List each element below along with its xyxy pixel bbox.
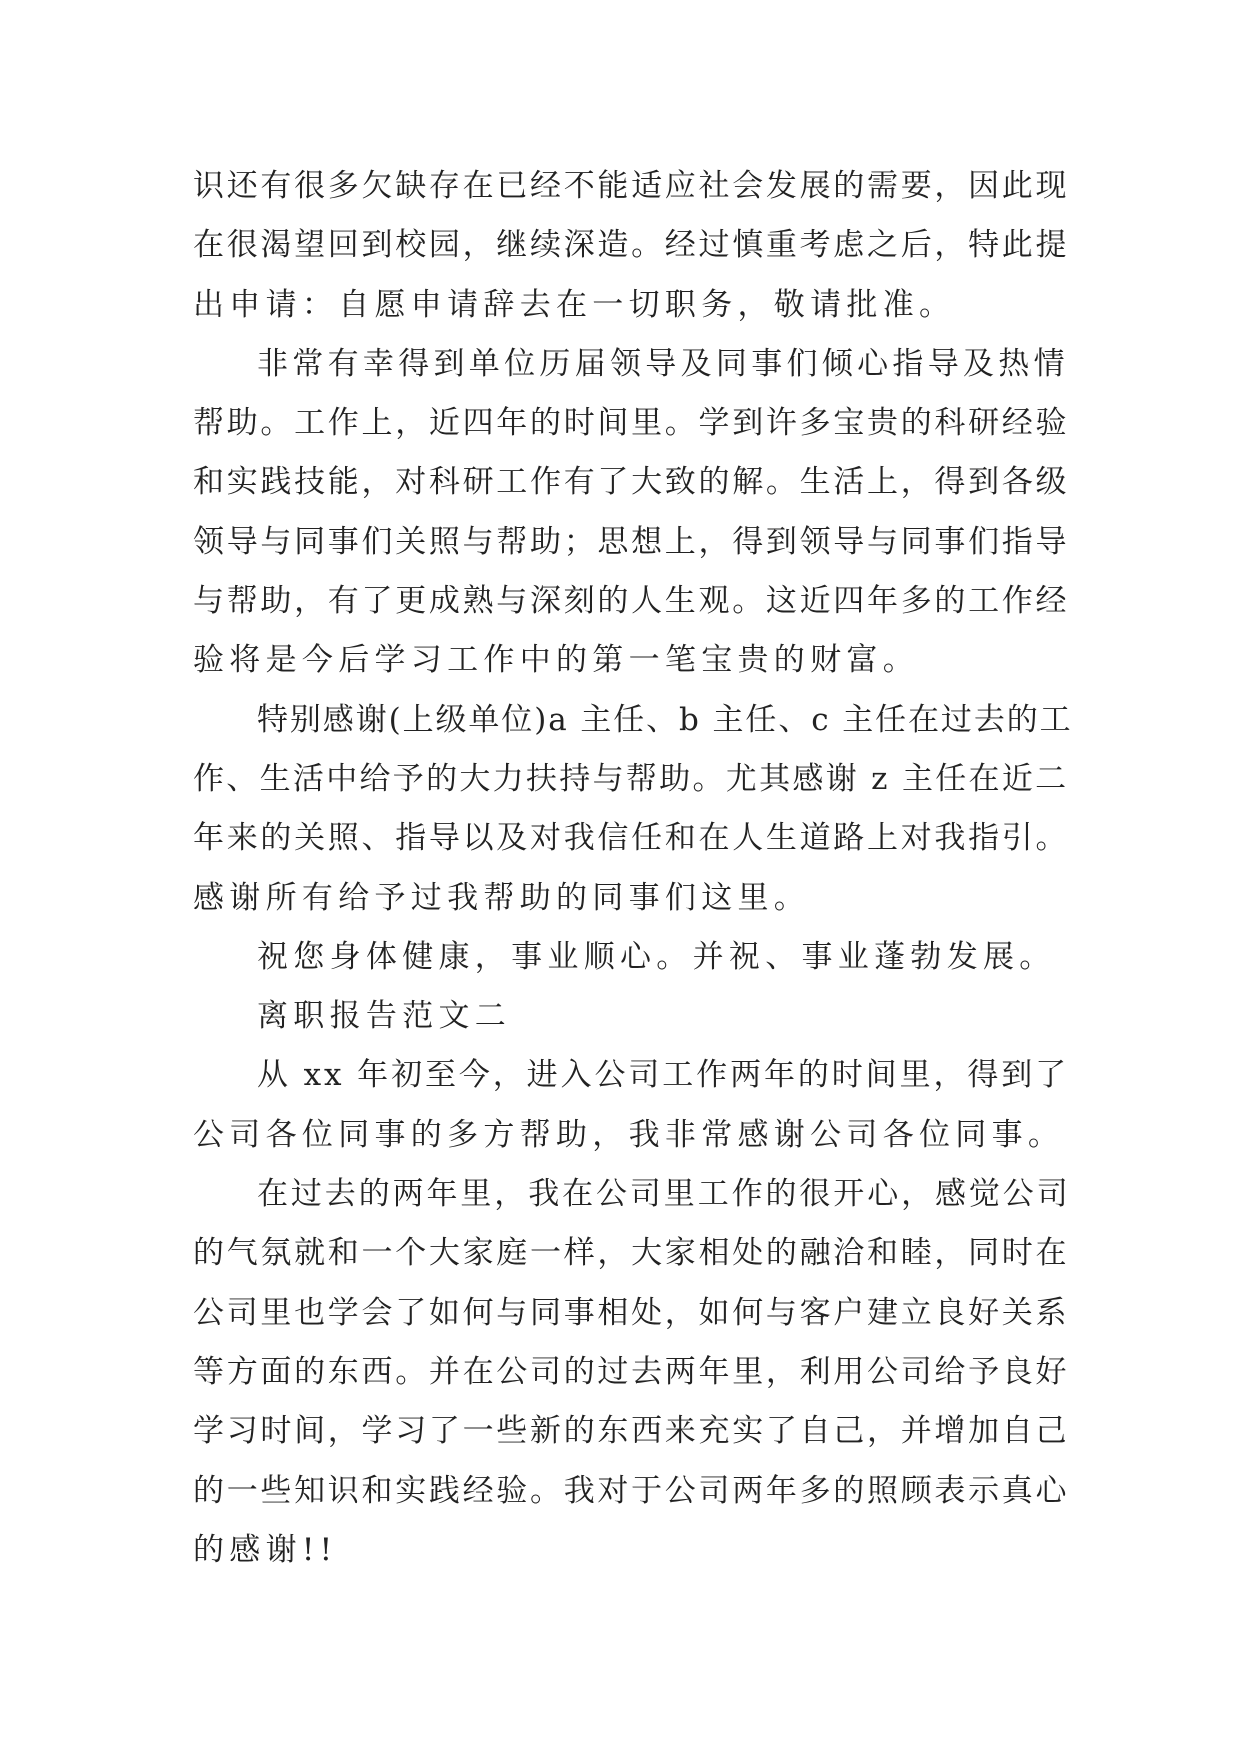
- paragraph-first-line: 从 xx 年初至今，进入公司工作两年的时间里，得到了: [257, 1057, 1070, 1094]
- paragraph-first-line: 非常有幸得到单位历届领导及同事们倾心指导及热情: [257, 345, 1069, 382]
- text-line: 领导与同事们关照与帮助；思想上，得到领导与同事们指导: [193, 523, 1070, 560]
- text-line: 在很渴望回到校园，继续深造。经过慎重考虑之后，特此提: [193, 227, 1070, 264]
- document-body: [193, 157, 1073, 1580]
- text-line: 验将是今后学习工作中的第一笔宝贵的财富。: [193, 642, 919, 679]
- text-line: 公司各位同事的多方帮助，我非常感谢公司各位同事。: [193, 1116, 1065, 1153]
- text-line: 出申请：自愿申请辞去在一切职务，敬请批准。: [193, 286, 956, 323]
- text-line: 的一些知识和实践经验。我对于公司两年多的照顾表示真心: [193, 1472, 1070, 1509]
- text-line: 年来的关照、指导以及对我信任和在人生道路上对我指引。: [193, 820, 1070, 857]
- text-line: 和实践技能，对科研工作有了大致的解。生活上，得到各级: [193, 464, 1070, 501]
- text-line: 等方面的东西。并在公司的过去两年里，利用公司给予良好: [193, 1353, 1070, 1390]
- text-line: 的气氛就和一个大家庭一样，大家相处的融洽和睦，同时在: [193, 1235, 1070, 1272]
- text-line: 帮助。工作上，近四年的时间里。学到许多宝贵的科研经验: [193, 405, 1070, 442]
- paragraph-first-line: 离职报告范文二: [257, 998, 512, 1035]
- text-line: 公司里也学会了如何与同事相处，如何与客户建立良好关系: [193, 1294, 1070, 1331]
- paragraph-first-line: 在过去的两年里，我在公司里工作的很开心，感觉公司: [257, 1176, 1071, 1213]
- paragraph-first-line: 特别感谢(上级单位)a 主任、b 主任、c 主任在过去的工: [257, 701, 1073, 738]
- text-line: 学习时间，学习了一些新的东西来充实了自己，并增加自己: [193, 1413, 1070, 1450]
- text-line: 作、生活中给予的大力扶持与帮助。尤其感谢 z 主任在近二: [193, 760, 1069, 797]
- text-line: 与帮助，有了更成熟与深刻的人生观。这近四年多的工作经: [193, 583, 1070, 620]
- text-line: 的感谢!!: [193, 1531, 338, 1568]
- text-line: 识还有很多欠缺存在已经不能适应社会发展的需要，因此现: [193, 168, 1070, 204]
- paragraph-first-line: 祝您身体健康，事业顺心。并祝、事业蓬勃发展。: [257, 938, 1056, 975]
- text-line: 感谢所有给予过我帮助的同事们这里。: [193, 879, 811, 916]
